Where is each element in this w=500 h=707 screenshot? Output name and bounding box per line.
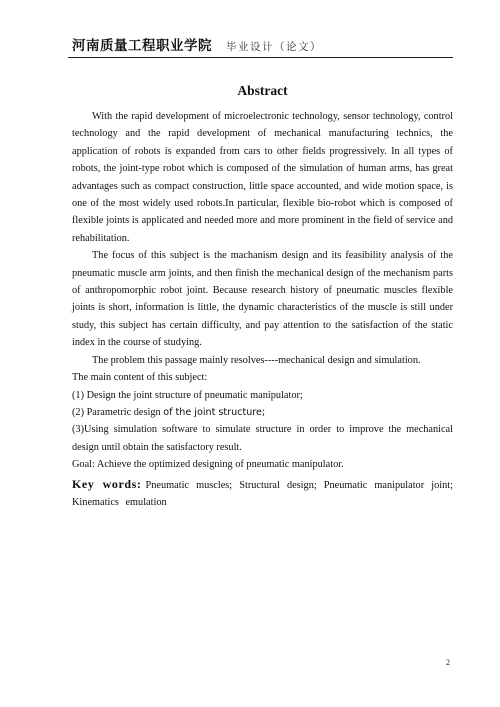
keywords-label: Key words:: [72, 476, 142, 491]
content-item-2: [72, 404, 453, 421]
goal-statement: Goal: Achieve the optimized designing of pneumatic manipulator.: [72, 459, 344, 471]
abstract-section: [72, 80, 453, 522]
abstract-paragraph-1: With the rapid development of microelectronic technology, sensor technology, control technology and the rapid development of mechanical manufacturing technics, the application of robots is expanded from cars to other fields progressively. In all types of robots, the joint-type robot which is composed of the simulation of human arms, has great advantages such as compact construction, little space accounted, and wide motion space, is one of the most widely used robots.In particular, flexible bio-robot which is composed of flexible joints is applicated and needed more and more prominent in the field of service and rehabilitation.: [72, 111, 453, 244]
content-item-2-prefix: (2) Parametric design: [72, 406, 164, 418]
keywords-line: [72, 476, 453, 512]
page-number: 2: [446, 658, 450, 667]
abstract-paragraph-2: The focus of this subject is the machanism design and its feasibility analysis of the pneumatic muscle arm joints, and then finish the mechanical design of the mechanism parts of anthropomorphic robot joint. Because research history of pneumatic muscles flexible joints is short, information is little, the dynamic characteristics of the muscle is still under study, this subject has certain difficulty, and pay attention to the satisfaction of the static index in the course of studying.: [72, 250, 453, 349]
header-divider: [68, 57, 453, 58]
content-item-3: (3)Using simulation software to simulate structure in order to improve the mechanical design until obtain the satisfactory result.: [72, 424, 453, 453]
content-intro: The main content of this subject:: [72, 372, 208, 384]
document-type: 毕业设计（论文）: [226, 41, 322, 53]
content-item-2-suffix: of the joint structure;: [163, 406, 266, 418]
page-header: [72, 34, 452, 58]
abstract-paragraph-3: The problem this passage mainly resolves----mechanical design and simulation.: [92, 354, 421, 366]
school-name: 河南质量工程职业学院: [72, 38, 212, 54]
keywords-text: Pneumatic muscles; Structural design; Pneumatic manipulator joint; Kinematics emulation: [72, 479, 453, 508]
content-item-1: (1) Design the joint structure of pneumatic manipulator;: [72, 389, 303, 401]
abstract-title: Abstract: [237, 83, 288, 98]
